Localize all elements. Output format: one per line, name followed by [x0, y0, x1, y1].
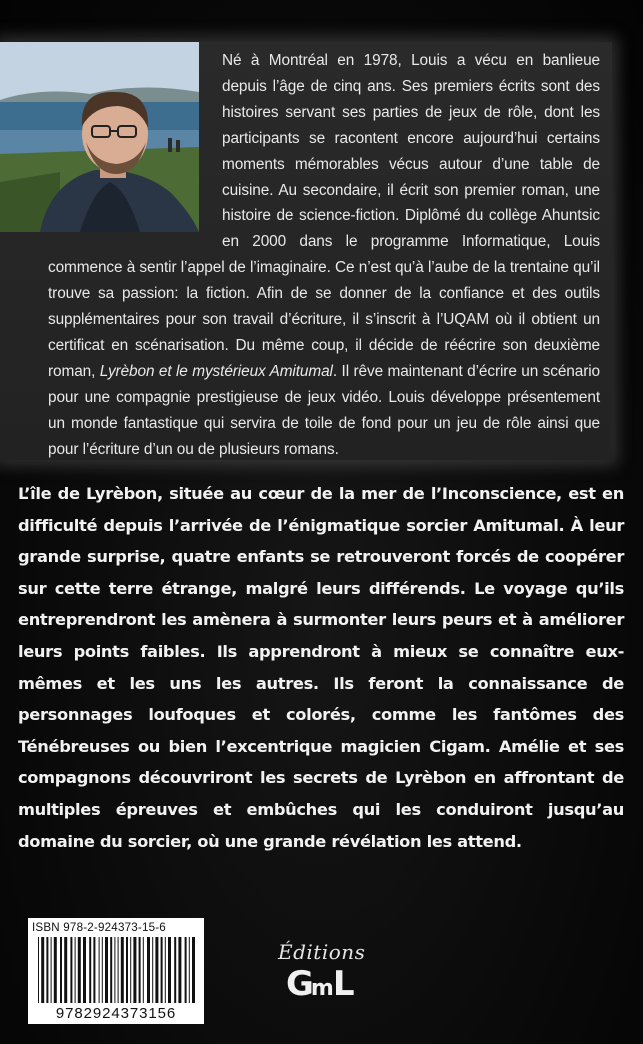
barcode-bar [64, 937, 67, 1003]
barcode-bar [60, 937, 62, 1003]
barcode-bar [99, 937, 100, 1003]
isbn-barcode [28, 918, 204, 1024]
publisher-logo-word: Éditions [278, 940, 366, 964]
book-summary: L’île de Lyrèbon, située au cœur de la mer de l’Inconscience, est en difficulté depuis l’arrivée de l’énigmatique sorcier Amitumal. À leur grande surprise, quatre enfants se retrouveront forcés de coopérer sur cette terre étrange, malgré leurs différends. Le voyage qu’ils entreprendront les amènera à surmonter leurs peurs et à améliorer leurs points faibles. Ils apprendront à mieux se connaître eux-mêmes et les uns les autres. Ils feront la connaissance de personnages loufoques et colorés, comme les fantômes des Ténébreuses ou bien l’excentrique magicien Cigam. Amélie et ses compagnons découvriront les secrets de Lyrèbon en affrontant de multiples épreuves et embûches qui les conduiront jusqu’au domaine du sorcier, où une grande révélation les attend. [18, 484, 624, 851]
barcode-bar [130, 937, 131, 1003]
barcode-bar [185, 937, 187, 1003]
barcode-bar [114, 937, 115, 1003]
barcode-bar [110, 937, 112, 1003]
barcode-bar [147, 937, 150, 1003]
bio-text-part-1: Né à Montréal en 1978, Louis a vécu en banlieue depuis l’âge de cinq ans. Ses premiers écrits sont des histoires servant ses parties de jeux de rôle, dont les participants se racontent encore aujourd’hui certains moments mémorables vécus autour d’une table de cuisine. Au secondaire, il écrit son premier roman, une histoire de science-fiction. Diplômé du collège Ahuntsic en 2000 dans le programme Informatique, Louis commence à sentir l’appel de l’imaginaire. Ce n’est qu’à l’aube de la trentaine qu’il trouve sa passion: la fiction. Afin de se donner de la confiance et des outils supplémentaires pour son travail d’écriture, il s’inscrit à l’UQAM où il obtient un certificat en scénarisation. Du même coup, il décide de réécrire son deuxième roman, [48, 52, 600, 380]
barcode-bar [89, 937, 91, 1003]
barcode-bar [192, 937, 195, 1003]
barcode-bar [165, 937, 166, 1003]
barcode-bars [36, 937, 196, 1003]
author-biography [48, 48, 600, 463]
barcode-bar [102, 937, 103, 1003]
barcode-bar [139, 937, 141, 1003]
barcode-bar [168, 937, 171, 1003]
barcode-bar [133, 937, 136, 1003]
barcode-bar [152, 937, 153, 1003]
barcode-bar [155, 937, 158, 1003]
barcode-bar [46, 937, 48, 1003]
barcode-bar [105, 937, 108, 1003]
barcode-bar [51, 937, 52, 1003]
barcode-bar [189, 937, 190, 1003]
barcode-bar [121, 937, 124, 1003]
logo-mark-g: G [286, 964, 311, 1004]
barcode-bar [41, 937, 44, 1003]
logo-mark-l: L [332, 964, 352, 1004]
barcode-bar [70, 937, 72, 1003]
barcode-digits: 9782924373156 [55, 1005, 177, 1022]
publisher-logo [270, 930, 380, 1020]
barcode-bar [126, 937, 128, 1003]
barcode-bar [54, 937, 57, 1003]
bio-text-part-2: . Il rêve maintenant d’écrire un scénario pour une compagnie prestigieuse de jeux vidéo. Louis développe présentement un monde fantastique qui servira de toile de fond pour un jeu de rôle ainsi que pour l’écriture d’un ou de plusieurs romans. [48, 362, 601, 458]
barcode-bar [38, 937, 39, 1003]
barcode-bar [83, 937, 86, 1003]
barcode-bar [161, 937, 163, 1003]
barcode-bar [78, 937, 81, 1003]
barcode-bar [143, 937, 144, 1003]
isbn-label: ISBN 978-2-924373-15-6 [32, 921, 166, 934]
bio-book-title: Lyrèbon et le mystérieux Amitumal [99, 362, 333, 380]
barcode-bar [75, 937, 76, 1003]
publisher-logo-mark [286, 964, 352, 1004]
logo-mark-m: m [310, 976, 333, 1001]
barcode-bar [118, 937, 119, 1003]
barcode-bar [93, 937, 95, 1003]
barcode-bar [174, 937, 176, 1003]
barcode-bar [178, 937, 181, 1003]
